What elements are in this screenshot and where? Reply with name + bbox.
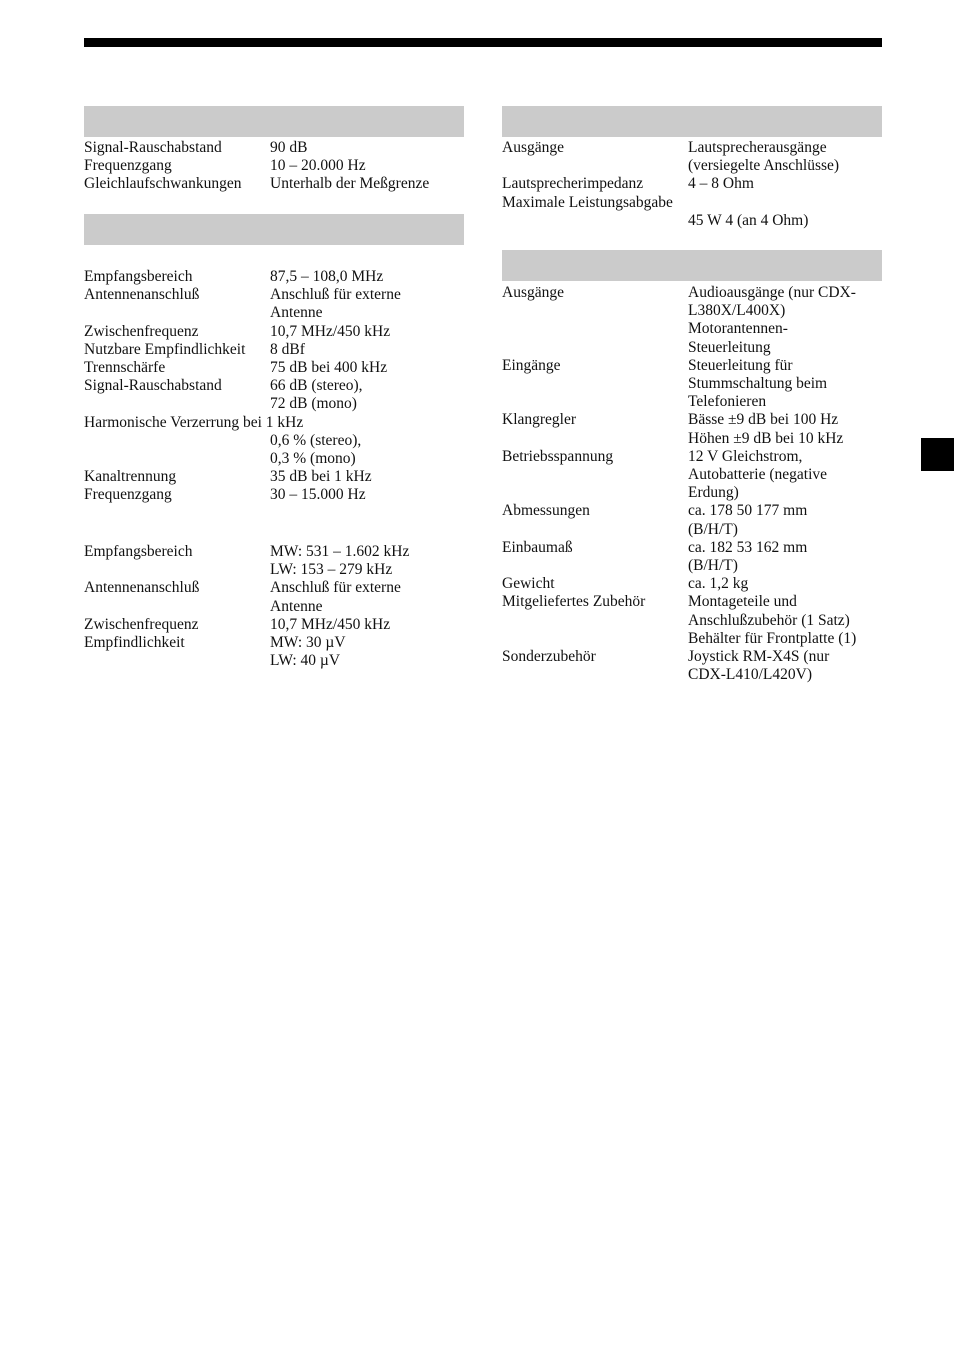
- spec-value-am: 10,7 MHz/450 kHz: [270, 616, 391, 633]
- spec-label-cd: Gleichlaufschwankungen: [84, 175, 242, 192]
- spec-value-amp: Lautsprecherausgänge: [688, 139, 827, 156]
- spec-label-general: Eingänge: [502, 357, 561, 374]
- spec-label-fm: Frequenzgang: [84, 486, 172, 503]
- spec-value-general: Stummschaltung beim: [688, 375, 828, 392]
- spec-label-general: Klangregler: [502, 411, 577, 428]
- spec-label-cd: Signal-Rauschabstand: [84, 139, 222, 156]
- spec-label-general: Gewicht: [502, 575, 555, 592]
- spec-label-fm: Empfangsbereich: [84, 268, 193, 285]
- spec-value-general: ca. 178 50 177 mm: [688, 502, 808, 519]
- spec-value-general: ca. 182 53 162 mm: [688, 539, 808, 556]
- spec-label-fm: Signal-Rauschabstand: [84, 377, 222, 394]
- spec-value-general: Joystick RM-X4S (nur: [688, 648, 830, 665]
- spec-value-am: MW: 30 µV: [270, 634, 346, 651]
- spec-label-fm: Zwischenfrequenz: [84, 323, 199, 340]
- spec-label-general: Mitgeliefertes Zubehör: [502, 593, 646, 610]
- spec-value-fm: 72 dB (mono): [270, 395, 357, 412]
- spec-label-am: Empfangsbereich: [84, 543, 193, 560]
- spec-value-general: Steuerleitung: [688, 339, 771, 356]
- spec-label-general: Einbaumaß: [502, 539, 573, 556]
- spec-value-general: ca. 1,2 kg: [688, 575, 749, 592]
- spec-value-general: Höhen ±9 dB bei 10 kHz: [688, 430, 844, 447]
- spec-value-general: Anschlußzubehör (1 Satz): [688, 612, 850, 629]
- spec-value-amp: 4 – 8 Ohm: [688, 175, 754, 192]
- spec-value-general: 12 V Gleichstrom,: [688, 448, 803, 465]
- spec-value-general: Audioausgänge (nur CDX-: [688, 284, 856, 301]
- top-rule: [84, 38, 882, 47]
- spec-value-amp: 45 W 4 (an 4 Ohm): [688, 212, 809, 229]
- spec-value-fm: Antenne: [270, 304, 323, 321]
- spec-value-fm: 0,6 % (stereo),: [270, 432, 362, 449]
- spec-value-general: Steuerleitung für: [688, 357, 793, 374]
- spec-label-amp: Maximale Leistungsabgabe: [502, 194, 673, 211]
- spec-value-general: Telefonieren: [688, 393, 767, 410]
- section-header-bar: [84, 106, 464, 137]
- spec-label-general: Ausgänge: [502, 284, 564, 301]
- spec-value-general: Bässe ±9 dB bei 100 Hz: [688, 411, 839, 428]
- spec-value-cd: 10 – 20.000 Hz: [270, 157, 366, 174]
- spec-value-general: (B/H/T): [688, 557, 738, 574]
- side-tab-marker: [921, 438, 954, 471]
- spec-label-fm: Nutzbare Empfindlichkeit: [84, 341, 246, 358]
- spec-value-general: Autobatterie (negative: [688, 466, 828, 483]
- spec-label-general: Sonderzubehör: [502, 648, 596, 665]
- spec-label-fm: Trennschärfe: [84, 359, 166, 376]
- spec-value-fm: 75 dB bei 400 kHz: [270, 359, 388, 376]
- spec-value-general: CDX-L410/L420V): [688, 666, 812, 683]
- spec-value-fm: 10,7 MHz/450 kHz: [270, 323, 391, 340]
- spec-value-am: MW: 531 – 1.602 kHz: [270, 543, 410, 560]
- spec-value-fm: Anschluß für externe: [270, 286, 401, 303]
- spec-value-general: Erdung): [688, 484, 739, 501]
- spec-label-fm: Kanaltrennung: [84, 468, 177, 485]
- spec-value-am: LW: 153 – 279 kHz: [270, 561, 393, 578]
- spec-value-general: Behälter für Frontplatte (1): [688, 630, 857, 647]
- spec-value-fm: 35 dB bei 1 kHz: [270, 468, 372, 485]
- spec-value-general: Motorantennen-: [688, 320, 788, 337]
- spec-label-cd: Frequenzgang: [84, 157, 172, 174]
- spec-value-am: Antenne: [270, 598, 323, 615]
- spec-value-fm: 8 dBf: [270, 341, 305, 358]
- spec-value-fm: 30 – 15.000 Hz: [270, 486, 366, 503]
- spec-value-general: L380X/L400X): [688, 302, 786, 319]
- spec-label-general: Betriebsspannung: [502, 448, 614, 465]
- spec-value-fm: 87,5 – 108,0 MHz: [270, 268, 384, 285]
- spec-value-am: LW: 40 µV: [270, 652, 341, 669]
- spec-value-fm: 0,3 % (mono): [270, 450, 356, 467]
- spec-label-fm: Antennenanschluß: [84, 286, 200, 303]
- spec-value-general: Montageteile und: [688, 593, 797, 610]
- spec-value-amp: (versiegelte Anschlüsse): [688, 157, 840, 174]
- spec-value-cd: 90 dB: [270, 139, 308, 156]
- section-header-bar: [502, 250, 882, 281]
- spec-label-am: Antennenanschluß: [84, 579, 200, 596]
- spec-value-cd: Unterhalb der Meßgrenze: [270, 175, 430, 192]
- section-header-bar: [502, 106, 882, 137]
- spec-value-am: Anschluß für externe: [270, 579, 401, 596]
- spec-label-amp: Ausgänge: [502, 139, 564, 156]
- spec-label-amp: Lautsprecherimpedanz: [502, 175, 644, 192]
- section-header-bar: [84, 214, 464, 245]
- spec-label-am: Zwischenfrequenz: [84, 616, 199, 633]
- spec-value-fm: 66 dB (stereo),: [270, 377, 363, 394]
- spec-label-general: Abmessungen: [502, 502, 590, 519]
- spec-label-am: Empfindlichkeit: [84, 634, 185, 651]
- spec-value-general: (B/H/T): [688, 521, 738, 538]
- spec-label-fm: Harmonische Verzerrung bei 1 kHz: [84, 414, 304, 431]
